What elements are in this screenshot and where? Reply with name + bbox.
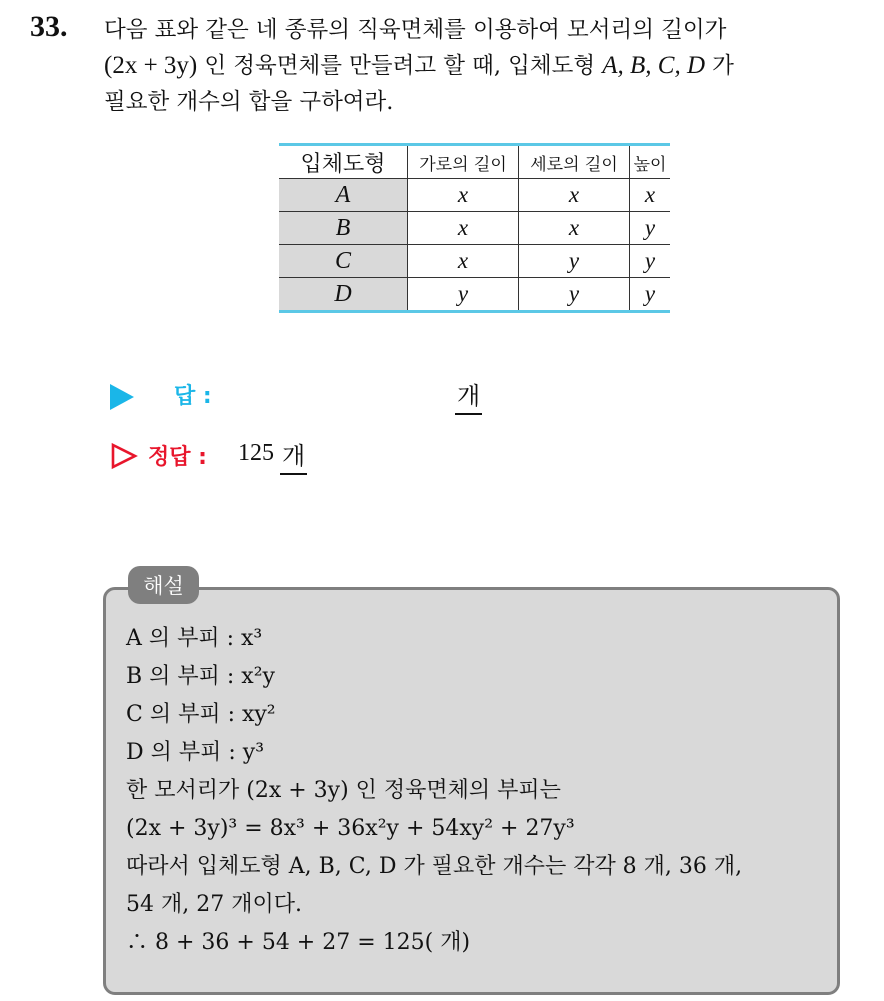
- solution-line: C 의 부피 : xy²: [126, 702, 276, 727]
- table-row: [279, 278, 670, 312]
- answer-unit: 개: [455, 376, 482, 415]
- cube-edge-expression: (2x + 3y): [104, 52, 198, 79]
- question-line-3: 필요한 개수의 합을 구하여라.: [104, 89, 394, 115]
- question-line-1: 다음 표와 같은 네 종류의 직육면체를 이용하여 모서리의 길이가: [104, 17, 727, 43]
- solution-line: D 의 부피 : y³: [126, 740, 265, 765]
- question-line-2: [104, 48, 874, 84]
- solid-variables: A, B, C, D: [602, 52, 706, 79]
- table-cell: y: [630, 278, 671, 312]
- table-cell: y: [408, 278, 519, 312]
- table-cell: x: [408, 179, 519, 212]
- correct-answer-unit: 개: [280, 436, 307, 475]
- solution-line: 한 모서리가 (2x + 3y) 인 정육면체의 부피는: [126, 778, 561, 803]
- table-cell: x: [408, 212, 519, 245]
- solution-tag: 해설: [128, 566, 199, 604]
- solution-line: (2x + 3y)³ = 8x³ + 36x²y + 54xy² + 27y³: [126, 816, 575, 841]
- solution-line: A 의 부피 : x³: [126, 626, 263, 651]
- question-number: 33.: [30, 10, 68, 43]
- table-cell: y: [519, 245, 630, 278]
- solution-line: 54 개, 27 개이다.: [126, 892, 302, 917]
- question-line-2-end: 가: [705, 53, 734, 79]
- answer-label: 답 :: [174, 384, 212, 409]
- play-triangle-icon: [110, 384, 134, 410]
- table-cell: x: [519, 212, 630, 245]
- header-height: 높이: [630, 145, 671, 179]
- question-text: [104, 12, 874, 120]
- correct-answer-value: 125: [238, 440, 274, 466]
- solution-line: 따라서 입체도형 A, B, C, D 가 필요한 개수는 각각 8 개, 36 개,: [126, 854, 743, 879]
- row-label: B: [279, 212, 408, 245]
- table-cell: y: [630, 245, 671, 278]
- table-cell: y: [519, 278, 630, 312]
- table-cell: x: [630, 179, 671, 212]
- row-label: C: [279, 245, 408, 278]
- table-cell: x: [408, 245, 519, 278]
- table-row: [279, 212, 670, 245]
- table-header-row: [279, 145, 670, 179]
- outline-triangle-icon: [110, 442, 138, 470]
- row-label: D: [279, 278, 408, 312]
- correct-answer-label: 정답 :: [148, 445, 207, 470]
- solution-lines: [126, 620, 836, 962]
- table-cell: y: [630, 212, 671, 245]
- question-line-2-text: 인 정육면체를 만들려고 할 때, 입체도형: [197, 53, 603, 79]
- table-row: [279, 179, 670, 212]
- header-depth: 세로의 길이: [519, 145, 630, 179]
- row-label: A: [279, 179, 408, 212]
- solution-line: ∴ 8 + 36 + 54 + 27 = 125( 개): [126, 930, 471, 955]
- header-solid: 입체도형: [279, 145, 408, 179]
- solids-table: [279, 143, 670, 313]
- table-cell: x: [519, 179, 630, 212]
- solution-line: B 의 부피 : x²y: [126, 664, 275, 689]
- table-row: [279, 245, 670, 278]
- header-width: 가로의 길이: [408, 145, 519, 179]
